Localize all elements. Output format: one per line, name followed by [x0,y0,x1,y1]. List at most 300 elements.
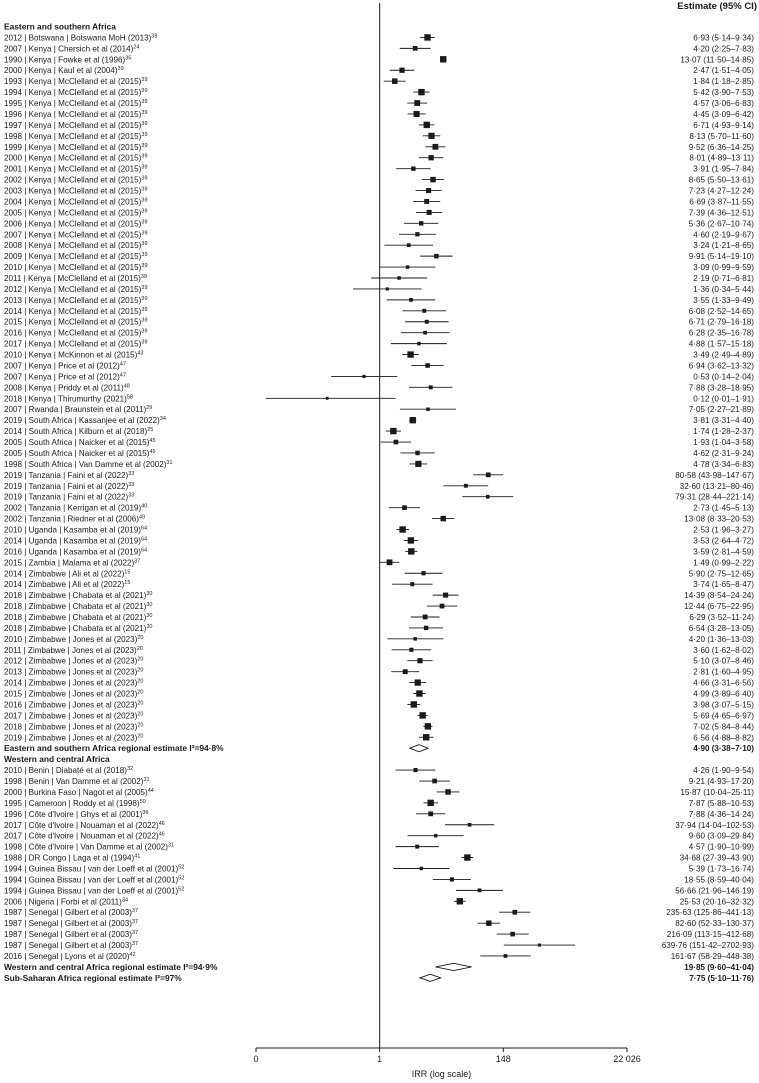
estimate-text: 9·52 (6·36–14·25) [688,142,754,152]
x-axis-label: IRR (log scale) [411,1069,472,1079]
study-label: 2007 | Kenya | Price et al $(2012)^{47}$ [4,372,126,382]
study-row [4,329,754,338]
reference-superscript: 39 [141,120,148,127]
point-estimate-marker [415,451,419,455]
reference-superscript: 39 [141,88,148,95]
study-label: 2013 | Kenya | McClelland et al $(2015)^{39}$ [4,295,148,305]
point-estimate-marker [413,637,416,640]
study-label: 1987 | Senegal | Gilbert et al $(2003)^{37}$ [4,930,139,940]
reference-superscript: 34 [159,416,166,423]
point-estimate-marker [419,221,423,225]
study-label: 2010 | Kenya | McKinnon et al $(2015)^{43}$ [4,350,144,360]
estimate-text: 3·98 (3·07–5·15) [693,700,754,710]
summary-diamond [420,974,441,981]
point-estimate-marker [424,199,429,204]
reference-superscript: 48 [123,383,130,390]
study-label: 1993 | Kenya | McClelland et al $(2015)^{39}$ [4,77,148,87]
point-estimate-marker [424,122,430,128]
estimate-text: 4·26 (1·90–9·54) [693,766,754,776]
reference-superscript: 39 [141,219,148,226]
study-label: 1990 | Kenya | Fowke et al $(1996)^{35}$ [4,55,132,65]
point-estimate-marker [399,68,404,73]
point-estimate-marker [425,723,431,729]
reference-superscript: 20 [137,700,144,707]
study-label: 2003 | Kenya | McClelland et al $(2015)^{39}$ [4,186,148,196]
estimate-text: 3·55 (1·33–9·49) [693,295,754,305]
study-row [4,230,754,239]
point-estimate-marker [407,243,411,247]
study-row [4,832,754,841]
point-estimate-marker [416,690,422,696]
estimate-text: 0·53 (0·14–2·04) [693,372,754,382]
estimate-text: 8·13 (5·70–11·60) [689,131,754,141]
x-tick-label: 1 [377,1054,383,1064]
estimate-text: 3·81 (3·31–4·40) [693,416,754,426]
reference-superscript: 20 [137,678,144,685]
estimate-text: 3·74 (1·65–8·47) [693,580,754,590]
study-row [4,361,754,370]
estimate-text: 639·76 (151·42–2702·93) [661,941,754,951]
reference-superscript: 45 [149,438,156,445]
study-row [4,318,754,327]
study-label: 2016 | Kenya | McClelland et al $(2015)^{39}$ [4,328,148,338]
summary-estimate-text: 4·90 (3·38–7·10) [693,744,754,754]
study-row [4,799,754,808]
estimate-text: 15·87 (10·04–25·11) [680,787,754,797]
region-header-row [4,754,110,764]
point-estimate-marker [450,877,454,881]
point-estimate-marker [440,604,445,609]
reference-superscript: 39 [141,109,148,116]
study-row [4,340,754,349]
reference-superscript: 33 [128,492,135,499]
study-row [4,208,754,217]
study-row [4,668,754,677]
reference-superscript: 39 [141,317,148,324]
estimate-text: 80·58 (43·98–147·67) [675,470,754,480]
point-estimate-marker [486,920,491,925]
study-label: 2018 | Kenya | Thirumurthy $(2021)^{58}$ [4,394,133,404]
estimate-text: 5·90 (2·75–12·65) [688,569,754,579]
point-estimate-marker [418,89,424,95]
study-label: 2018 | Zimbabwe | Chabata et al $(2021)^{30}$ [4,591,153,601]
estimate-text: 25·53 (20·16–32·32) [679,897,754,907]
x-tick-label: 148 [495,1054,511,1064]
study-row [4,679,754,688]
study-label: 2018 | Zimbabwe | Chabata et al $(2021)^{30}$ [4,602,153,612]
summary-estimate-text: 7·75 (5·10–11·76) [689,973,754,983]
study-row [4,252,754,261]
point-estimate-marker [429,155,434,160]
study-row [4,919,754,928]
study-label: 1994 | Guinea Bissau | van der Loeff et al $(2001)^{52}$ [4,875,185,885]
point-estimate-marker [411,701,417,707]
study-row [4,690,754,699]
study-label: 1994 | Kenya | McClelland et al $(2015)^{39}$ [4,88,148,98]
reference-superscript: 64 [140,547,148,554]
study-row [4,394,754,403]
study-row [4,700,754,709]
study-row [4,733,754,742]
point-estimate-marker [409,648,413,652]
estimate-text: 1·49 (0·99–2·22) [693,558,754,568]
point-estimate-marker [425,320,429,324]
estimate-text: 3·09 (0·99–9·59) [693,263,754,273]
study-row [4,405,754,414]
reference-superscript: 39 [117,66,124,73]
point-estimate-marker [392,78,398,84]
estimate-text: 6·93 (5·14–9·34) [693,33,754,43]
study-row [4,241,754,250]
point-estimate-marker [390,428,396,434]
x-axis [253,1048,640,1064]
study-label: 2007 | Kenya | Price et al $(2012)^{47}$ [4,361,126,371]
study-row [4,383,754,392]
study-label: 1998 | Côte d'Ivoire | Van Damme et al $(2002)^{31}$ [4,842,175,852]
point-estimate-marker [423,615,428,620]
estimate-text: 6·56 (4·88–8·82) [693,733,754,743]
study-row [4,307,754,316]
estimate-text: 8·01 (4·89–13·11) [689,153,754,163]
estimate-text: 8·65 (5·50–13·61) [688,175,754,185]
study-label: 1996 | Kenya | McClelland et al $(2015)^{39}$ [4,109,148,119]
study-row [4,187,754,196]
point-estimate-marker [407,351,413,357]
study-row [4,722,754,731]
study-row [4,99,754,108]
study-row [4,274,754,283]
study-label: 1998 | South Africa | Van Damme et al $(2002)^{31}$ [4,459,173,469]
point-estimate-marker [413,768,417,772]
summary-row [4,743,754,753]
study-label: 2018 | Zimbabwe | Chabata et al $(2021)^{30}$ [4,612,153,622]
study-row [4,438,754,447]
point-estimate-marker [445,789,450,794]
point-estimate-marker [426,188,431,193]
summary-label: Sub-Saharan Africa regional estimate I²=97% [4,972,182,983]
point-estimate-marker [411,166,415,170]
point-estimate-marker [429,385,433,389]
study-row [4,285,754,294]
point-estimate-marker [417,658,422,663]
point-estimate-marker [402,505,407,510]
study-row [4,657,754,666]
point-estimate-marker [486,472,491,477]
study-label: 2016 | Senegal | Lyons et al $(2020)^{42}$ [4,951,136,961]
summary-label: Eastern and southern Africa regional estimate I²=94·8% [4,743,224,754]
reference-superscript: 39 [141,164,148,171]
study-label: 2017 | Zimbabwe | Jones et al $(2023)^{20}$ [4,711,144,721]
study-row [4,635,754,644]
point-estimate-marker [486,495,490,499]
estimate-text: 2·73 (1·45–5·13) [693,503,754,513]
study-row [4,515,754,524]
reference-superscript: 24 [133,44,140,51]
point-estimate-marker [413,46,418,51]
point-estimate-marker [422,309,426,313]
reference-superscript: 39 [141,77,148,84]
study-row [4,602,754,611]
point-estimate-marker [423,331,427,335]
study-label: 1994 | Guinea Bissau | van der Loeff et al $(2001)^{52}$ [4,886,185,896]
reference-superscript: 39 [141,197,148,204]
point-estimate-marker [415,845,419,849]
reference-superscript: 47 [119,361,126,368]
reference-superscript: 39 [141,175,148,182]
forest-rows [4,22,754,983]
study-label: 2000 | Burkina Faso | Nagot et al $(2005)^{44}$ [4,787,154,797]
study-row [4,460,754,469]
study-row [4,88,754,97]
estimate-text: 4·66 (3·31–6·56) [693,678,754,688]
study-row [4,613,754,622]
point-estimate-marker [415,461,421,467]
reference-superscript: 39 [141,295,148,302]
point-estimate-marker [512,910,517,915]
reference-superscript: 30 [146,591,153,598]
point-estimate-marker [420,867,423,870]
reference-superscript: 31 [166,459,173,466]
study-label: 2001 | Kenya | McClelland et al $(2015)^{39}$ [4,164,148,174]
study-row [4,711,754,720]
study-row [4,547,754,556]
estimate-text: 7·05 (2·27–21·89) [688,405,754,415]
study-label: 2019 | Zimbabwe | Jones et al $(2023)^{20}$ [4,733,144,743]
reference-superscript: 39 [141,252,148,259]
x-tick-label: 22 026 [613,1054,641,1064]
study-row [4,777,754,786]
study-label: 2011 | Kenya | McClelland et al $(2015)^{39}$ [4,274,147,284]
study-label: 2008 | Kenya | Priddy et al $(2011)^{48}$ [4,383,130,393]
estimate-text: 7·02 (5·84–8·44) [693,722,754,732]
estimate-text: 1·36 (0·34–5·44) [693,284,754,294]
point-estimate-marker [434,834,437,837]
reference-superscript: 30 [146,602,153,609]
reference-superscript: 52 [178,864,185,871]
study-label: 1995 | Kenya | McClelland et al $(2015)^{39}$ [4,99,148,109]
region-label: Western and central Africa [4,754,110,765]
study-label: 2016 | Zimbabwe | Jones et al $(2023)^{20}$ [4,700,144,710]
study-row [4,536,754,545]
study-row [4,569,754,578]
point-estimate-marker [415,679,421,685]
study-row [4,591,754,600]
study-label: 2014 | Uganda | Kasamba et al $(2019)^{64}$ [4,536,148,546]
study-label: 2015 | Zimbabwe | Jones et al $(2023)^{20}$ [4,689,144,699]
estimate-text: 9·21 (4·93–17·20) [688,777,754,787]
estimate-text: 4·57 (1·90–10·99) [688,842,754,852]
point-estimate-marker [414,111,420,117]
study-row [4,930,754,939]
study-label: 1987 | Senegal | Gilbert et al $(2003)^{37}$ [4,941,139,951]
study-row [4,558,754,567]
reference-superscript: 25 [147,427,154,434]
reference-superscript: 50 [139,798,146,805]
point-estimate-marker [399,526,405,532]
reference-superscript: 29 [146,405,153,412]
study-label: 2010 | Benin | Diabaté et al $(2018)^{32}$ [4,766,134,776]
study-row [4,143,754,152]
summary-diamond [410,745,428,752]
study-row [4,493,754,502]
study-row [4,77,754,86]
reference-superscript: 36 [142,809,149,816]
study-label: 2010 | Kenya | McClelland et al $(2015)^{39}$ [4,263,148,273]
point-estimate-marker [394,440,399,445]
reference-superscript: 42 [129,951,136,958]
study-label: 2019 | Tanzania | Faini et al $(2022)^{33}$ [4,492,135,502]
reference-superscript: 31 [143,777,150,784]
reference-superscript: 39 [141,241,148,248]
estimate-text: 9·91 (5·14–19·10) [688,252,754,262]
study-label: 1998 | Kenya | McClelland et al $(2015)^{39}$ [4,131,148,141]
study-row [4,66,754,75]
study-row [4,580,754,589]
study-label: 2000 | Kenya | McClelland et al $(2015)^{39}$ [4,153,148,163]
study-row [4,132,754,141]
point-estimate-marker [433,144,439,150]
reference-superscript: 52 [178,886,185,893]
study-row [4,351,754,360]
study-label: 2012 | Botswana | Botswana MoH $(2013)^{38}$ [4,33,158,43]
point-estimate-marker [408,537,414,543]
estimate-text: 2·81 (1·60–4·95) [693,667,754,677]
estimate-column-header: Estimate (95% CI) [677,1,757,12]
study-label: 2005 | South Africa | Naicker et al $(2015)^{45}$ [4,448,156,458]
study-label: 2004 | Kenya | McClelland et al $(2015)^{39}$ [4,197,148,207]
reference-superscript: 39 [141,306,148,313]
study-row [4,897,754,906]
estimate-text: 18·55 (8·59–40·04) [684,875,754,885]
study-label: 2012 | Zimbabwe | Jones et al $(2023)^{20}$ [4,656,144,666]
study-label: 1995 | Cameroon | Roddy et al $(1998)^{50}$ [4,798,146,808]
reference-superscript: 15 [124,569,131,576]
study-label: 2019 | South Africa | Kassanjee et al $(2022)^{34}$ [4,416,166,426]
study-row [4,854,754,863]
study-row [4,504,754,513]
estimate-text: 6·71 (2·79–16·18) [688,317,754,327]
study-label: 2017 | Côte d'Ivoire | Nouaman et al $(2022)^{46}$ [4,820,165,830]
study-row [4,197,754,206]
estimate-text: 5·36 (2·67–10·74) [688,219,754,229]
reference-superscript: 20 [137,667,144,674]
study-row [4,788,754,797]
reference-superscript: 39 [141,186,148,193]
reference-superscript: 35 [125,55,132,62]
study-row [4,121,754,130]
point-estimate-marker [504,954,508,958]
point-estimate-marker [510,932,515,937]
study-row [4,372,754,381]
study-row [4,154,754,163]
reference-superscript: 47 [119,372,126,379]
estimate-text: 5·69 (4·65–6·97) [693,711,754,721]
study-row [4,427,754,436]
point-estimate-marker [397,276,400,279]
study-row [4,843,754,852]
study-row [4,886,754,895]
study-row [4,416,754,425]
reference-superscript: 37 [131,908,139,915]
study-label: 2005 | Kenya | McClelland et al $(2015)^{39}$ [4,208,148,218]
reference-superscript: 39 [141,153,148,160]
point-estimate-marker [424,34,430,40]
point-estimate-marker [406,265,409,268]
point-estimate-marker [427,210,432,215]
estimate-text: 7·88 (4·36–14·24) [688,809,754,819]
estimate-text: 7·39 (4·36–12·51) [688,208,754,218]
reference-superscript: 64 [140,525,148,532]
estimate-text: 13·07 (11·50–14·85) [680,55,754,65]
reference-superscript: 39 [141,99,148,106]
study-row [4,165,754,174]
reference-superscript: 20 [137,656,144,663]
estimate-text: 3·24 (1·21–8·65) [693,241,754,251]
study-row [4,296,754,305]
estimate-text: 235·63 (125·86–441·13) [666,908,754,918]
point-estimate-marker [440,56,446,62]
point-estimate-marker [408,548,414,554]
reference-superscript: 39 [140,274,147,281]
study-label: 2019 | Tanzania | Faini et al $(2022)^{33}$ [4,481,135,491]
estimate-text: 3·59 (2·81–4·59) [693,547,754,557]
study-label: 2014 | Kenya | McClelland et al $(2015)^{39}$ [4,306,148,316]
study-label: 2002 | Tanzania | Kerrigan et al $(2019)^{40}$ [4,503,148,513]
point-estimate-marker [441,516,446,521]
estimate-text: 4·57 (3·06–6·83) [693,99,754,109]
reference-superscript: 64 [140,536,148,543]
point-estimate-marker [457,898,463,904]
study-row [4,766,754,775]
point-estimate-marker [414,100,420,106]
estimate-text: 6·69 (3·87–11·55) [689,197,754,207]
point-estimate-marker [326,397,329,400]
region-header-row [4,22,116,32]
reference-superscript: 39 [141,208,148,215]
study-label: 2002 | Tanzania | Riedner et al $(2006)^{49}$ [4,514,146,524]
study-row [4,624,754,633]
estimate-text: 14·39 (8·54–24·24) [684,591,754,601]
study-row [4,471,754,480]
reference-superscript: 33 [128,481,135,488]
point-estimate-marker [426,407,429,410]
reference-superscript: 46 [158,820,165,827]
study-row [4,526,754,535]
reference-superscript: 58 [126,394,133,401]
reference-superscript: 39 [141,263,148,270]
study-label: 2007 | Kenya | Chersich et al $(2014)^{24}$ [4,44,140,54]
reference-superscript: 20 [137,733,144,740]
study-row [4,263,754,272]
point-estimate-marker [415,232,419,236]
point-estimate-marker [386,287,389,290]
study-label: 2017 | Kenya | McClelland et al $(2015)^{39}$ [4,339,148,349]
point-estimate-marker [403,669,408,674]
estimate-text: 12·44 (6·75–22·95) [684,602,754,612]
study-label: 2019 | Tanzania | Faini et al $(2022)^{33}$ [4,470,135,480]
reference-superscript: 20 [137,722,144,729]
estimate-text: 3·91 (1·95–7·84) [693,164,754,174]
estimate-text: 5·39 (1·73–16·74) [688,864,754,874]
study-row [4,219,754,228]
study-row [4,864,754,873]
estimate-text: 4·60 (2·19–9·67) [693,230,754,240]
point-estimate-marker [409,298,413,302]
estimate-text: 161·67 (58·29–448·38) [670,951,754,961]
estimate-text: 1·93 (1·04–3·58) [693,438,754,448]
estimate-text: 4·20 (2·25–7·83) [693,44,754,54]
reference-superscript: 30 [146,612,153,619]
